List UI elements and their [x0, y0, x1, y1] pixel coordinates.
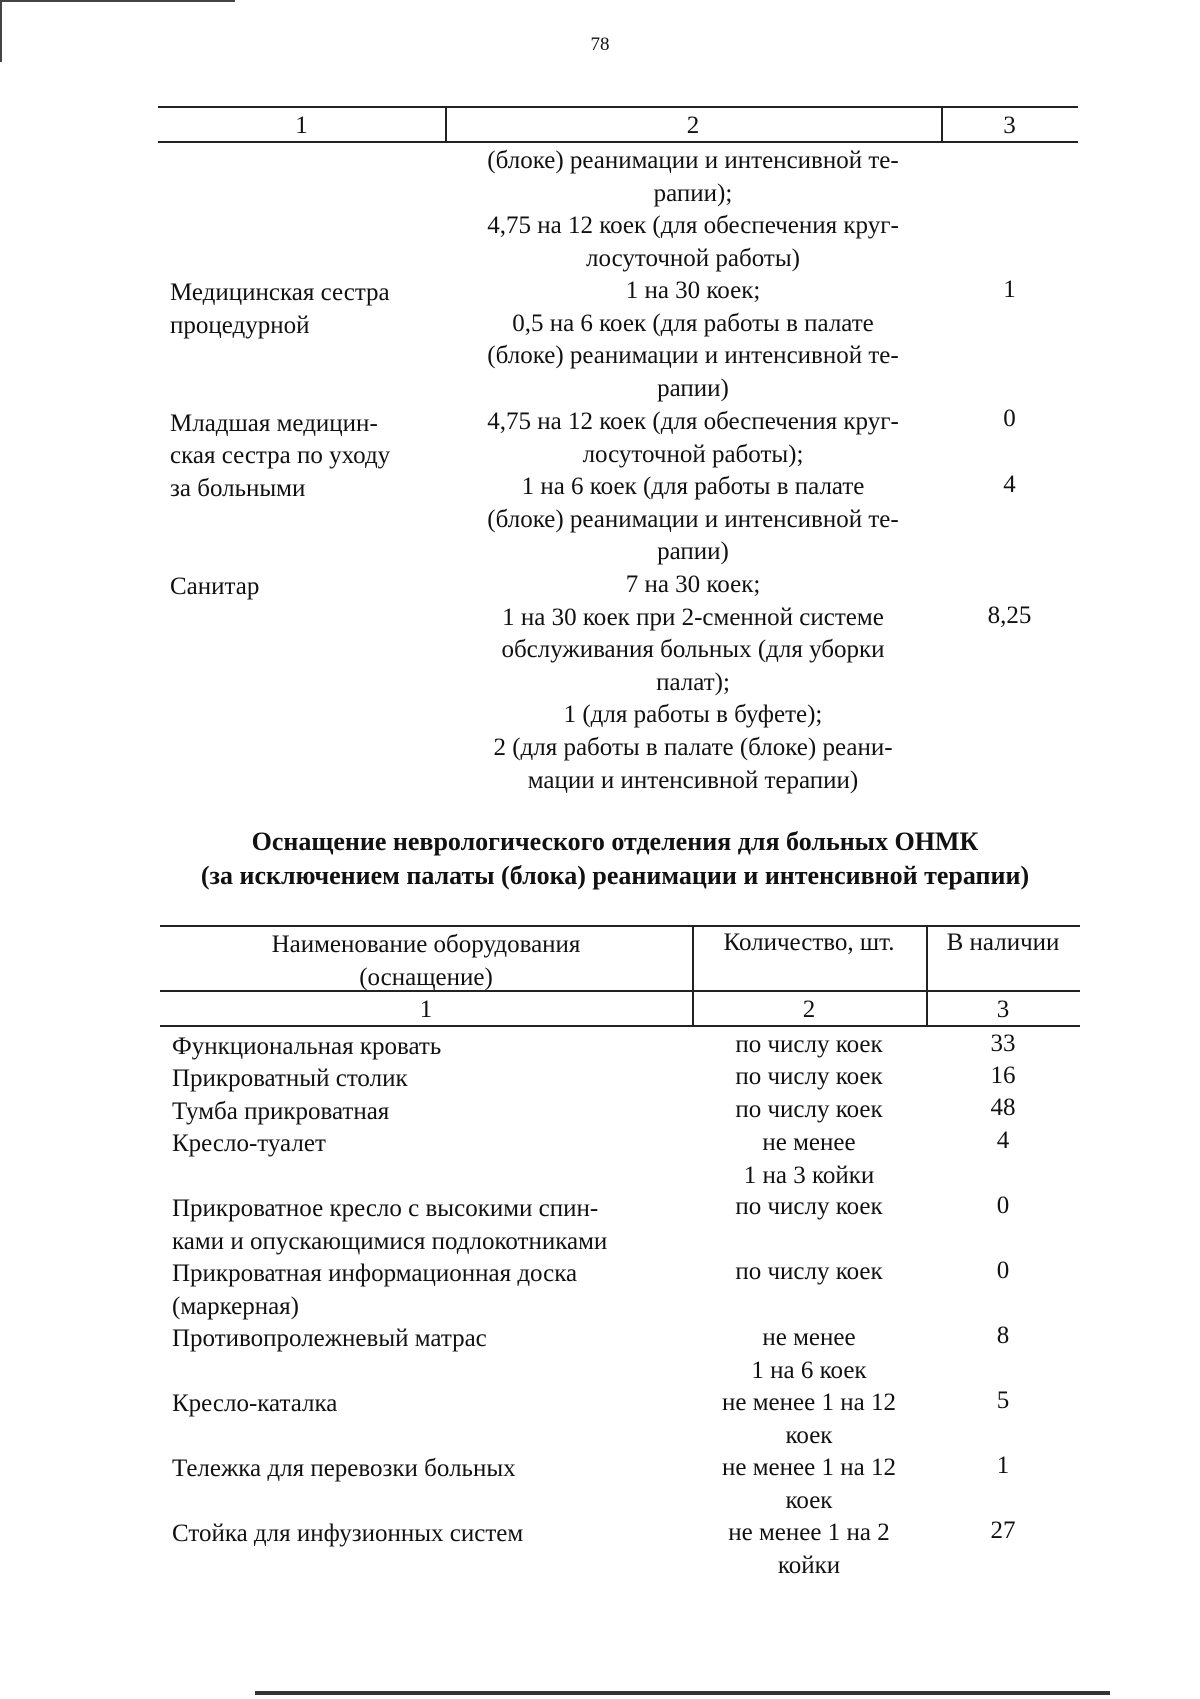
norm-line: 0,5 на 6 коек (для работы в палате — [512, 309, 874, 337]
norm-line: (блоке) реанимации и интенсивной те- — [487, 505, 899, 533]
equipment-name: Стойка для инфузионных систем — [172, 1520, 524, 1547]
equipment-available: 0 — [996, 1257, 1010, 1284]
equipment-name: Противопролежневый матрас — [172, 1325, 487, 1352]
equipment-col-number: 1 — [419, 996, 433, 1023]
norm-line: 2 (для работы в палате (блоке) реани- — [493, 733, 893, 761]
equipment-table-top-rule — [160, 925, 1080, 927]
staff-value: 1 — [1003, 276, 1016, 303]
norm-line: мации и интенсивной терапии) — [527, 766, 859, 794]
equipment-header-name — [160, 929, 692, 994]
page-number: 78 — [590, 34, 610, 55]
equipment-quantity — [692, 1517, 926, 1582]
quantity-line: койки — [777, 1551, 841, 1579]
equipment-quantity: по числу коек — [735, 1258, 883, 1285]
equipment-available: 27 — [990, 1517, 1016, 1544]
norm-line: обслуживания больных (для уборки — [501, 636, 885, 664]
header-line: Наименование оборудования — [271, 931, 581, 958]
equipment-name: ками и опускающимися подлокотниками — [172, 1228, 608, 1255]
scan-edge-bottom — [255, 1691, 1110, 1695]
section-title-line-1: Оснащение неврологического отделения для больных ОНМК — [251, 827, 979, 856]
staff-table-top-rule — [158, 106, 1078, 108]
staff-name-line: процедурной — [170, 312, 310, 339]
norm-line: лосуточной работы) — [586, 244, 800, 272]
equipment-available: 48 — [990, 1094, 1016, 1121]
staff-continuation-norm — [445, 145, 941, 275]
equipment-name: Функциональная кровать — [172, 1033, 442, 1060]
equipment-name: (маркерная) — [172, 1293, 299, 1320]
quantity-line: коек — [785, 1421, 833, 1449]
equipment-table-number-rule — [160, 1025, 1080, 1027]
equipment-col-number: 3 — [996, 996, 1010, 1023]
section-title-line-2: (за исключением палаты (блока) реанимации и интенсивной терапии) — [200, 861, 1030, 890]
equipment-name: Прикроватный столик — [172, 1065, 408, 1092]
equipment-quantity: по числу коек — [735, 1096, 883, 1123]
equipment-quantity: по числу коек — [735, 1063, 883, 1090]
equipment-header-quantity: Количество, шт. — [723, 929, 895, 956]
norm-line: 4,75 на 12 коек (для обеспечения круг- — [487, 408, 899, 435]
norm-line: рапии) — [657, 538, 729, 566]
quantity-line: не менее 1 на 12 — [722, 1454, 896, 1481]
equipment-quantity — [692, 1387, 926, 1452]
staff-norm — [445, 569, 941, 797]
quantity-line: не менее 1 на 12 — [722, 1389, 896, 1416]
quantity-line: 1 на 3 койки — [743, 1161, 875, 1189]
equipment-name: Кресло-туалет — [172, 1130, 326, 1157]
staff-name-line: за больными — [170, 475, 306, 502]
equipment-name: Кресло-каталка — [172, 1390, 338, 1417]
equipment-quantity — [692, 1452, 926, 1517]
norm-line: 1 на 30 коек; — [625, 277, 761, 304]
equipment-available: 16 — [990, 1062, 1016, 1089]
staff-name-line: Санитар — [170, 573, 260, 600]
norm-line: (блоке) реанимации и интенсивной те- — [487, 147, 899, 174]
equipment-quantity — [692, 1322, 926, 1387]
staff-value: 8,25 — [987, 602, 1032, 629]
header-line: (оснащение) — [359, 963, 493, 991]
staff-norm — [445, 406, 941, 569]
equipment-available: 8 — [996, 1322, 1010, 1349]
quantity-line: не менее 1 на 2 — [728, 1519, 890, 1546]
norm-line: 7 на 30 коек; — [625, 571, 761, 598]
equipment-header-available: В наличии — [946, 929, 1060, 956]
equipment-name: Прикроватная информационная доска — [172, 1260, 578, 1287]
section-title — [150, 825, 1080, 893]
scan-edge-top — [0, 0, 235, 2]
equipment-name: Тумба прикроватная — [172, 1098, 390, 1125]
staff-norm — [445, 275, 941, 405]
staff-name-line: ская сестра по уходу — [170, 442, 391, 469]
scan-edge-left — [0, 0, 2, 62]
equipment-available: 33 — [990, 1030, 1016, 1057]
norm-line: 4,75 на 12 коек (для обеспечения круг- — [487, 212, 899, 240]
staff-name-line: Медицинская сестра — [170, 279, 390, 306]
equipment-name: Тележка для перевозки больных — [172, 1455, 516, 1482]
staff-name-line: Младшая медицин- — [170, 410, 378, 437]
norm-line: лосуточной работы); — [582, 440, 804, 468]
staff-table-header-rule — [158, 141, 1078, 143]
equipment-available: 0 — [996, 1192, 1010, 1219]
equipment-name: Прикроватное кресло с высокими спин- — [172, 1195, 599, 1222]
norm-line: рапии) — [657, 374, 729, 402]
staff-col-2-header: 2 — [686, 112, 700, 139]
equipment-available: 1 — [996, 1452, 1010, 1479]
norm-line: (блоке) реанимации и интенсивной те- — [487, 342, 899, 370]
quantity-line: не менее — [762, 1324, 856, 1351]
equipment-available: 4 — [996, 1127, 1010, 1154]
norm-line: палат); — [656, 668, 730, 696]
staff-col-3-header: 3 — [1003, 112, 1016, 139]
quantity-line: коек — [785, 1486, 833, 1514]
norm-line: 1 на 6 коек (для работы в палате — [521, 473, 865, 501]
equipment-quantity: по числу коек — [735, 1193, 883, 1220]
norm-line: 1 (для работы в буфете); — [563, 701, 823, 729]
quantity-line: 1 на 6 коек — [751, 1356, 867, 1384]
equipment-quantity — [692, 1127, 926, 1192]
staff-value: 0 — [1003, 405, 1016, 432]
staff-value: 4 — [1003, 471, 1016, 498]
equipment-col-number: 2 — [802, 996, 816, 1023]
equipment-quantity: по числу коек — [735, 1031, 883, 1058]
norm-line: 1 на 30 коек при 2-сменной системе — [502, 603, 884, 631]
equipment-available: 5 — [996, 1387, 1010, 1414]
norm-line: рапии); — [653, 179, 733, 207]
quantity-line: не менее — [762, 1129, 856, 1156]
staff-col-1-header: 1 — [295, 112, 308, 139]
